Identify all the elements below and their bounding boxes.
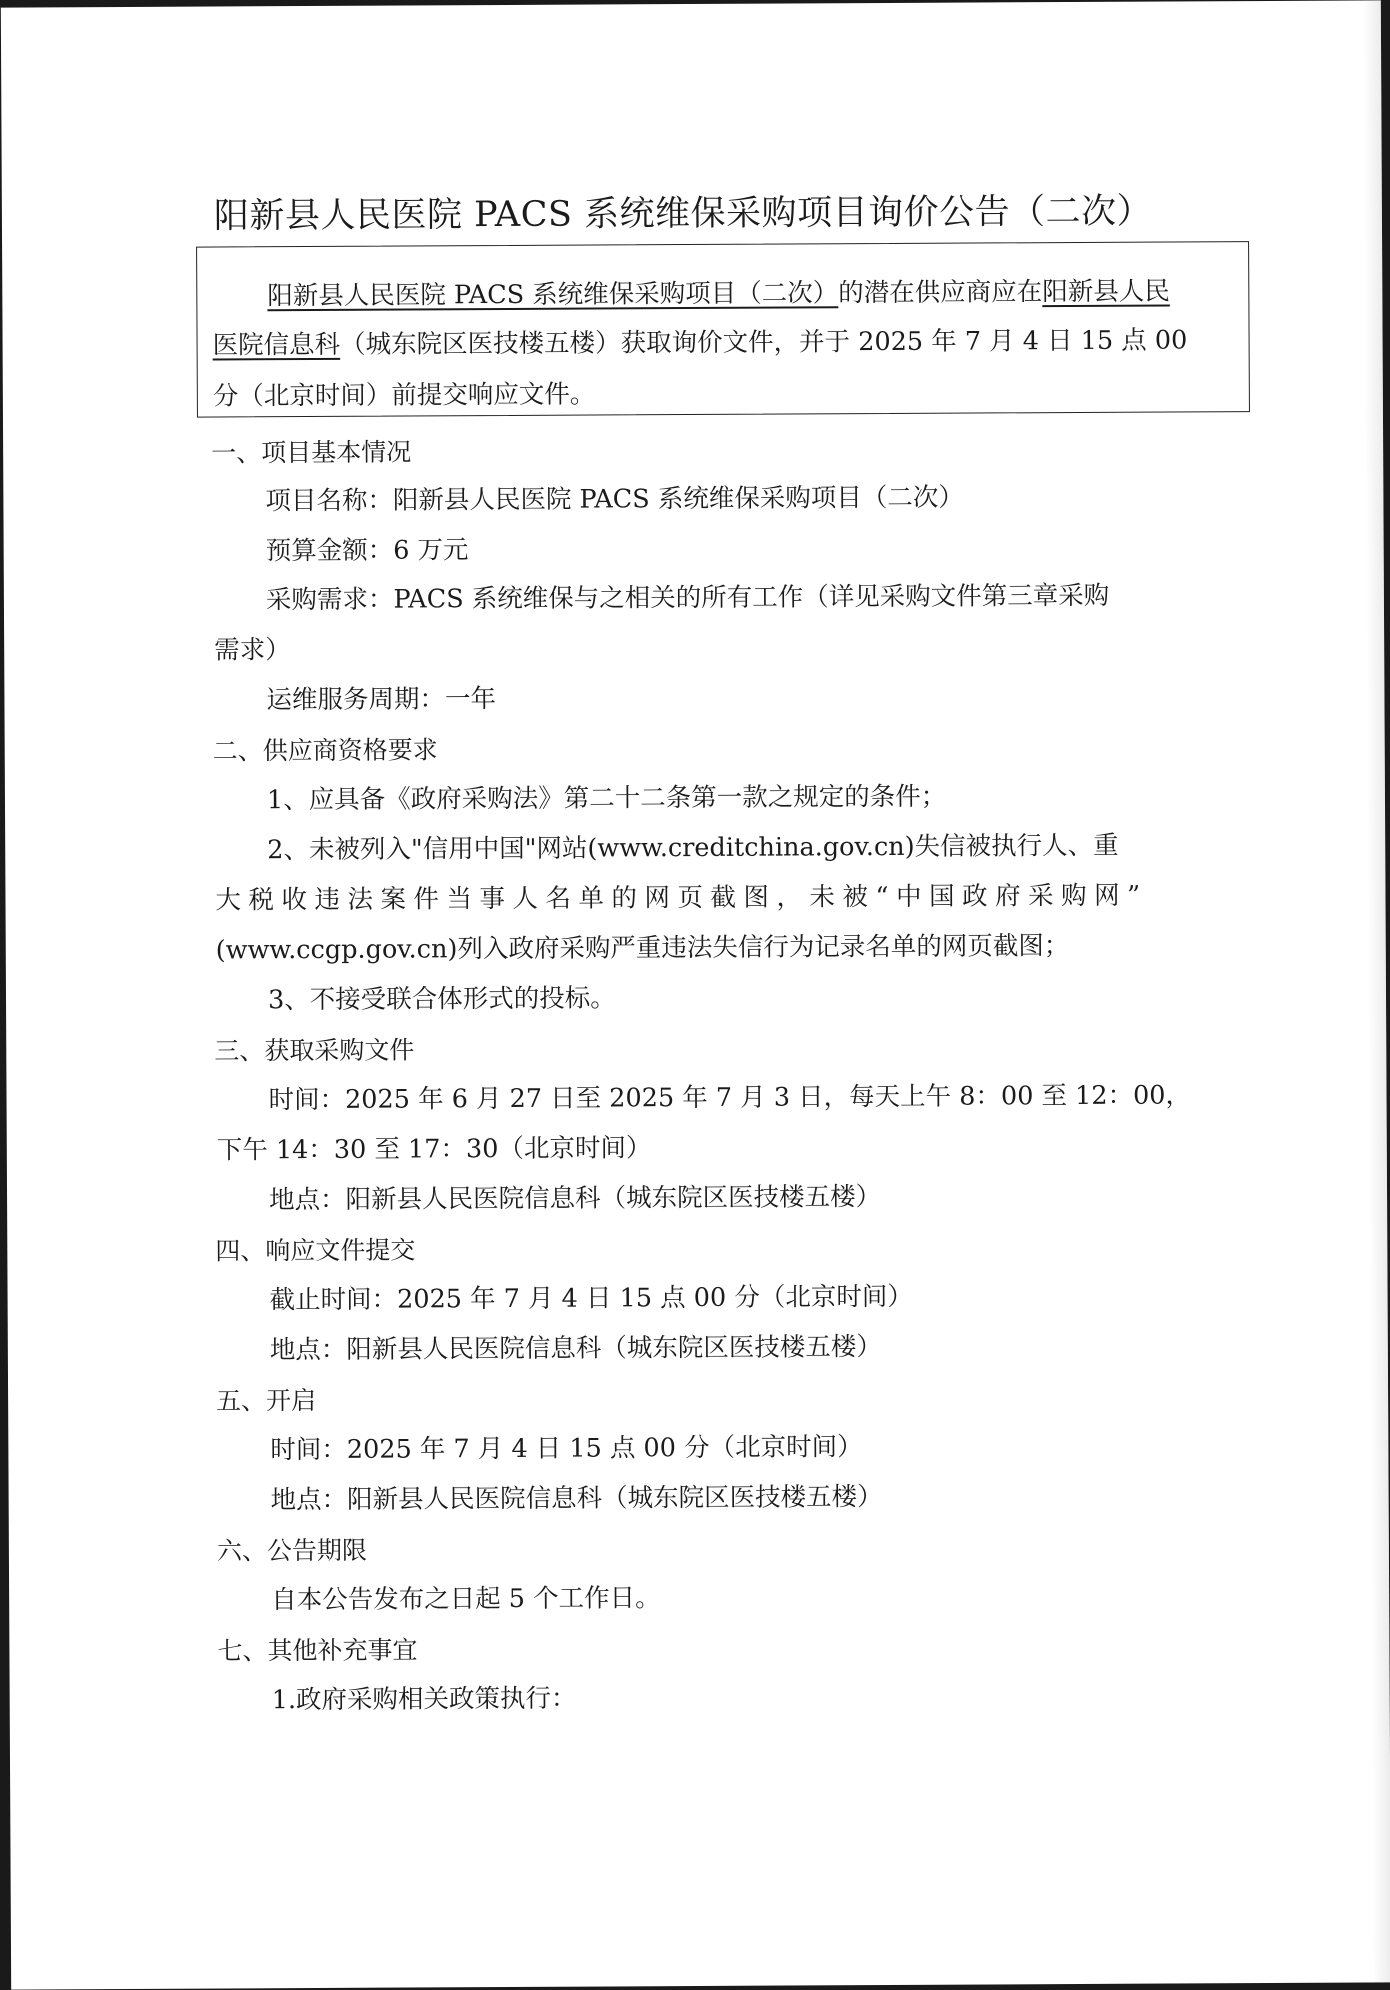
section-heading-1: 一、项目基本情况 <box>211 437 412 468</box>
obtain-time-line-1: 时间：2025 年 6 月 27 日至 2025 年 7 月 3 日，每天上午 8：00 至 12：00， <box>268 1080 1192 1116</box>
document-page <box>1 0 1390 1989</box>
qualification-2-line-3: (www.ccgp.gov.cn)列入政府采购严重违法失信行为记录名单的网页截图； <box>215 931 1070 966</box>
qualification-2-line-1: 2、未被列入"信用中国"网站(www.creditchina.gov.cn)失信被执行人、重 <box>267 830 1119 866</box>
notice-text-2: （城东院区医技楼五楼）获取询价文件，并于 2025 年 7 月 4 日 15 点 00 <box>340 325 1188 360</box>
notice-project-name: 阳新县人民医院 PACS 系统维保采购项目（二次） <box>267 278 839 312</box>
notice-location: 阳新县人民 <box>1042 276 1170 308</box>
qualification-3: 3、不接受联合体形式的投标。 <box>267 983 616 1016</box>
announcement-period: 自本公告发布之日起 5 个工作日。 <box>271 1583 661 1616</box>
demand-line-2: 需求） <box>214 635 291 666</box>
qualification-2-line-2: 大税收违法案件当事人名单的网页截图，未被“中国政府采购网” <box>215 880 1148 916</box>
section-heading-7: 七、其他补充事宜 <box>217 1635 418 1666</box>
project-name: 项目名称：阳新县人民医院 PACS 系统维保采购项目（二次） <box>265 482 964 517</box>
document-title: 阳新县人民医院 PACS 系统维保采购项目询价公告（二次） <box>213 191 1153 237</box>
page-edge-shadow <box>1363 0 1390 1982</box>
submission-place: 地点：阳新县人民医院信息科（城东院区医技楼五楼） <box>269 1332 882 1366</box>
section-heading-6: 六、公告期限 <box>216 1535 367 1566</box>
supplementary-item-1: 1.政府采购相关政策执行： <box>271 1683 577 1716</box>
section-heading-4: 四、响应文件提交 <box>215 1235 416 1266</box>
submission-deadline: 截止时间：2025 年 7 月 4 日 15 点 00 分（北京时间） <box>269 1281 913 1316</box>
opening-time: 时间：2025 年 7 月 4 日 15 点 00 分（北京时间） <box>270 1432 863 1466</box>
notice-line-2 <box>212 325 1188 361</box>
section-heading-3: 三、获取采购文件 <box>214 1035 415 1066</box>
notice-location-cont: 医院信息科 <box>212 329 341 361</box>
qualification-1: 1、应具备《政府采购法》第二十二条第一款之规定的条件； <box>266 781 947 816</box>
section-heading-2: 二、供应商资格要求 <box>212 735 438 766</box>
notice-text: 的潜在供应商应在 <box>838 277 1043 309</box>
service-period: 运维服务周期：一年 <box>266 684 497 716</box>
notice-line-3: 分（北京时间）前提交响应文件。 <box>212 379 596 412</box>
demand-line-1: 采购需求：PACS 系统维保与之相关的所有工作（详见采购文件第三章采购 <box>265 580 1110 616</box>
budget: 预算金额：6 万元 <box>265 535 469 567</box>
section-heading-5: 五、开启 <box>216 1385 317 1416</box>
notice-line-1 <box>267 276 1170 312</box>
obtain-place: 地点：阳新县人民医院信息科（城东院区医技楼五楼） <box>268 1182 882 1216</box>
obtain-time-line-2: 下午 14：30 至 17：30（北京时间） <box>216 1133 652 1166</box>
opening-place: 地点：阳新县人民医院信息科（城东院区医技楼五楼） <box>270 1482 883 1516</box>
